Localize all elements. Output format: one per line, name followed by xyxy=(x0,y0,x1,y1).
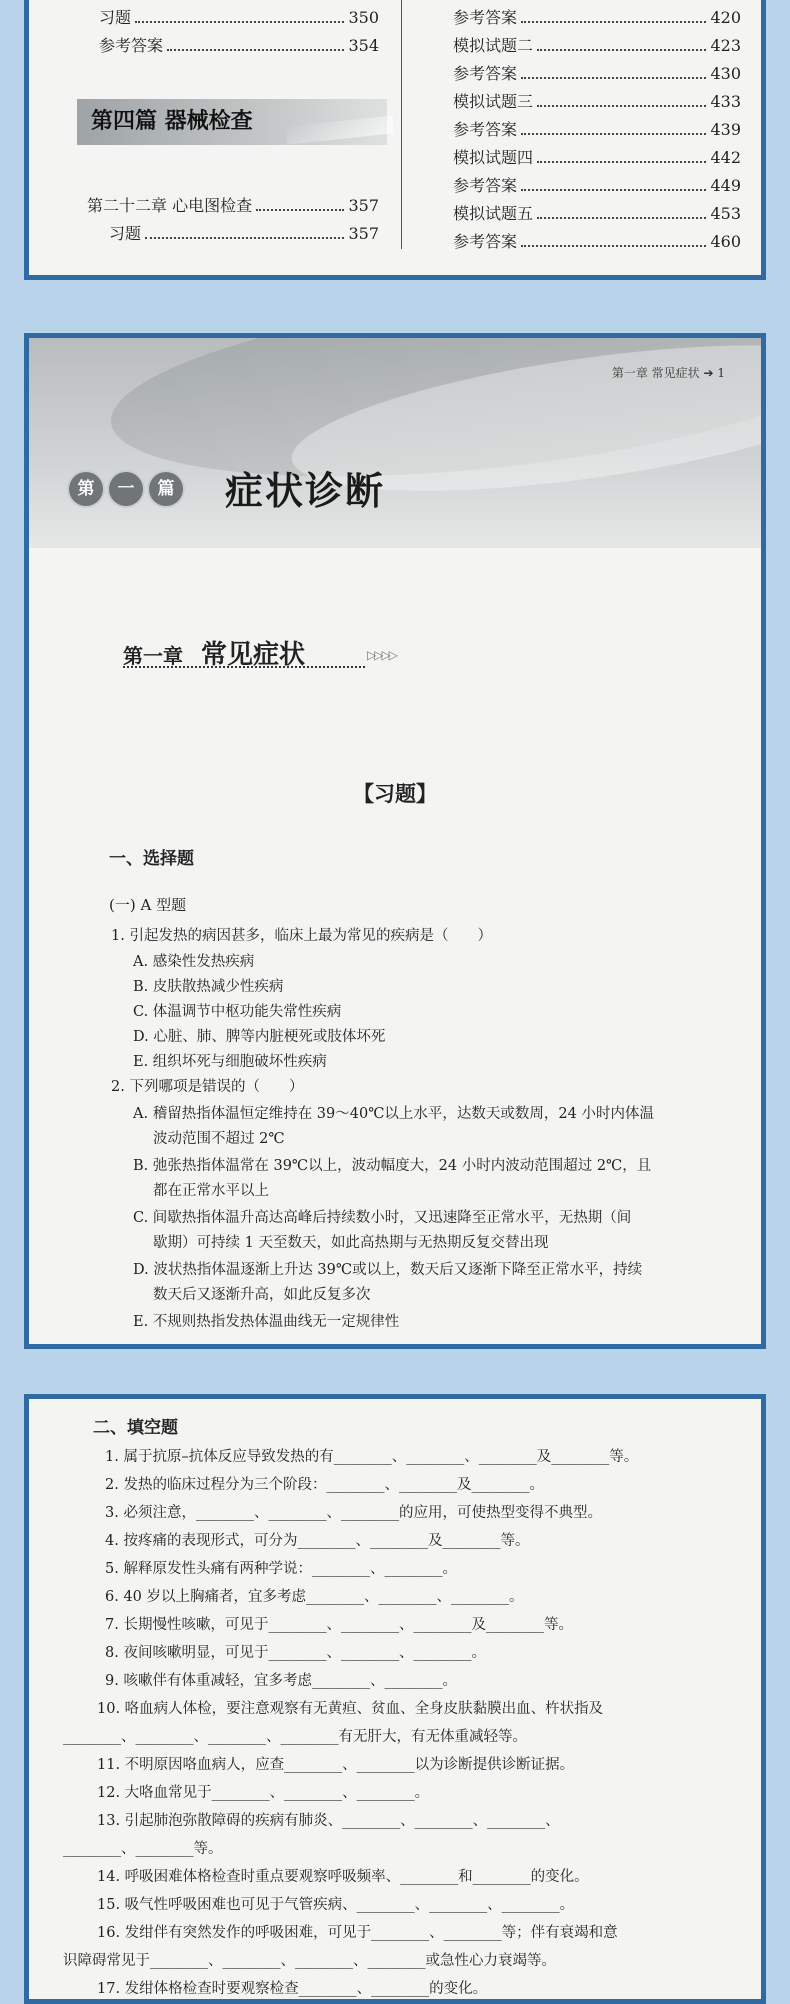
toc-page: 433 xyxy=(710,92,741,111)
toc-page: 357 xyxy=(348,224,379,243)
part-badge-char: 第 xyxy=(69,472,103,506)
fill-item: 5. 解释原发性头痛有两种学说：________、________。 xyxy=(105,1561,457,1577)
toc-label: 习题 xyxy=(99,8,132,27)
option-line: 数天后又逐渐升高，如此反复多次 xyxy=(153,1287,371,1303)
toc-label: 习题 xyxy=(109,224,142,243)
toc-row xyxy=(99,5,379,29)
option-line: B. 弛张热指体温常在 39℃以上，波动幅度大，24 小时内波动范围超过 2℃，且 xyxy=(133,1158,652,1174)
fill-item: 1. 属于抗原–抗体反应导致发热的有________、________、________及________等。 xyxy=(105,1449,639,1465)
running-head: 第一章 常见症状 ➔ 1 xyxy=(611,366,725,380)
toc-row xyxy=(453,5,741,29)
toc-page: 439 xyxy=(710,120,741,139)
option-line: B. 皮肤散热减少性疾病 xyxy=(133,979,284,995)
toc-label: 第二十二章 心电图检查 xyxy=(87,196,253,215)
option-line: E. 不规则热指发热体温曲线无一定规律性 xyxy=(133,1314,400,1330)
toc-row xyxy=(453,145,741,169)
toc-page: 357 xyxy=(348,196,379,215)
fill-item: 13. 引起肺泡弥散障碍的疾病有肺炎、________、________、________、 xyxy=(97,1813,560,1829)
part-4-heading: 第四篇 器械检查 xyxy=(77,99,387,145)
fill-item: 9. 咳嗽伴有体重减轻，宜多考虑________、________。 xyxy=(105,1673,457,1689)
toc-page: 420 xyxy=(710,8,741,27)
chapter-underline xyxy=(123,666,365,668)
toc-row xyxy=(453,201,741,225)
toc-row xyxy=(453,229,741,253)
option-line: A. 稽留热指体温恒定维持在 39～40℃以上水平，达数天或数周，24 小时内体温 xyxy=(133,1106,654,1122)
fill-item: 14. 呼吸困难体格检查时重点要观察呼吸频率、________和________的变化。 xyxy=(97,1869,589,1885)
option-line: A. 感染性发热疾病 xyxy=(133,954,255,970)
toc-row xyxy=(453,89,741,113)
fill-item: 8. 夜间咳嗽明显，可见于________、________、________。 xyxy=(105,1645,486,1661)
fill-item: 15. 吸气性呼吸困难也可见于气管疾病、________、________、________。 xyxy=(97,1897,575,1913)
toc-page: 449 xyxy=(710,176,741,195)
option-line: D. 心脏、肺、脾等内脏梗死或肢体坏死 xyxy=(133,1029,386,1045)
toc-page: 460 xyxy=(710,232,741,251)
toc-label: 参考答案 xyxy=(453,176,518,195)
toc-page: 350 xyxy=(348,8,379,27)
fill-item: 11. 不明原因咯血病人，应查________、________以为诊断提供诊断证据。 xyxy=(97,1757,575,1773)
toc-label: 模拟试题五 xyxy=(453,204,534,223)
chapter-arrow-icon: ▷▷▷▷ xyxy=(367,648,396,662)
fill-item: 6. 40 岁以上胸痛者，宜多考虑________、________、________。 xyxy=(105,1589,524,1605)
part-title: 症状诊断 xyxy=(225,468,386,513)
toc-label: 模拟试题三 xyxy=(453,92,534,111)
chapter-number: 第一章 xyxy=(123,644,183,668)
fill-item: 12. 大咯血常见于________、________、________。 xyxy=(97,1785,430,1801)
fill-item: 4. 按疼痛的表现形式，可分为________、________及________等。 xyxy=(105,1533,530,1549)
toc-page: 430 xyxy=(710,64,741,83)
column-divider xyxy=(401,0,402,249)
toc-row xyxy=(109,221,379,245)
fill-item: 3. 必须注意，________、________、________的应用，可使热型变得不典型。 xyxy=(105,1505,602,1521)
fill-item-cont: ________、________等。 xyxy=(63,1841,223,1857)
subsection-heading: (一) A 型题 xyxy=(109,896,187,914)
toc-row xyxy=(453,117,741,141)
fill-blank-panel xyxy=(24,1394,766,2004)
toc-page: 423 xyxy=(710,36,741,55)
toc-row xyxy=(87,193,379,217)
toc-row xyxy=(453,173,741,197)
fill-item-cont: 识障碍常见于________、________、________、________或急性心力衰竭等。 xyxy=(63,1953,556,1969)
option-line: E. 组织坏死与细胞破坏性疾病 xyxy=(133,1054,327,1070)
toc-label: 参考答案 xyxy=(453,64,518,83)
toc-page: 354 xyxy=(348,36,379,55)
fill-item: 7. 长期慢性咳嗽，可见于________、________、________及________等。 xyxy=(105,1617,573,1633)
toc-page: 442 xyxy=(710,148,741,167)
toc-row xyxy=(453,61,741,85)
part-badge-char: 篇 xyxy=(149,472,183,506)
option-line: 歇期）可持续 1 天至数天，如此高热期与无热期反复交替出现 xyxy=(153,1235,549,1251)
option-line: 波动范围不超过 2℃ xyxy=(153,1131,285,1147)
chapter-page-panel xyxy=(24,333,766,1349)
option-line: C. 间歇热指体温升高达高峰后持续数小时，又迅速降至正常水平，无热期（间 xyxy=(133,1210,632,1226)
toc-label: 参考答案 xyxy=(453,120,518,139)
question-line: 2. 下列哪项是错误的（ ） xyxy=(111,1079,304,1095)
toc-label: 模拟试题二 xyxy=(453,36,534,55)
option-line: 都在正常水平以上 xyxy=(153,1183,269,1199)
part-badge xyxy=(69,472,183,506)
fill-item: 10. 咯血病人体检，要注意观察有无黄疸、贫血、全身皮肤黏膜出血、杵状指及 xyxy=(97,1701,604,1717)
toc-row xyxy=(99,33,379,57)
toc-label: 参考答案 xyxy=(99,36,164,55)
fill-item: 16. 发绀伴有突然发作的呼吸困难，可见于________、________等；伴有衰竭和意 xyxy=(97,1925,618,1941)
toc-row xyxy=(453,33,741,57)
option-line: C. 体温调节中枢功能失常性疾病 xyxy=(133,1004,342,1020)
option-line: D. 波状热指体温逐渐上升达 39℃或以上，数天后又逐渐下降至正常水平，持续 xyxy=(133,1262,643,1278)
question-line: 1. 引起发热的病因甚多，临床上最为常见的疾病是（ ） xyxy=(111,928,492,944)
toc-label: 参考答案 xyxy=(453,8,518,27)
toc-panel xyxy=(24,0,766,280)
section-heading: 二、填空题 xyxy=(93,1418,178,1438)
part-badge-char: 一 xyxy=(109,472,143,506)
section-heading: 一、选择题 xyxy=(109,849,194,869)
fill-item: 2. 发热的临床过程分为三个阶段：________、________及________。 xyxy=(105,1477,544,1493)
toc-page: 453 xyxy=(710,204,741,223)
fill-item: 17. 发绀体格检查时要观察检查________、________的变化。 xyxy=(97,1981,488,1997)
toc-label: 模拟试题四 xyxy=(453,148,534,167)
toc-label: 参考答案 xyxy=(453,232,518,251)
exercise-title: 【习题】 xyxy=(353,782,437,806)
chapter-name: 常见症状 xyxy=(201,640,306,670)
fill-item-cont: ________、________、________、________有无肝大，有无体重减轻等。 xyxy=(63,1729,527,1745)
